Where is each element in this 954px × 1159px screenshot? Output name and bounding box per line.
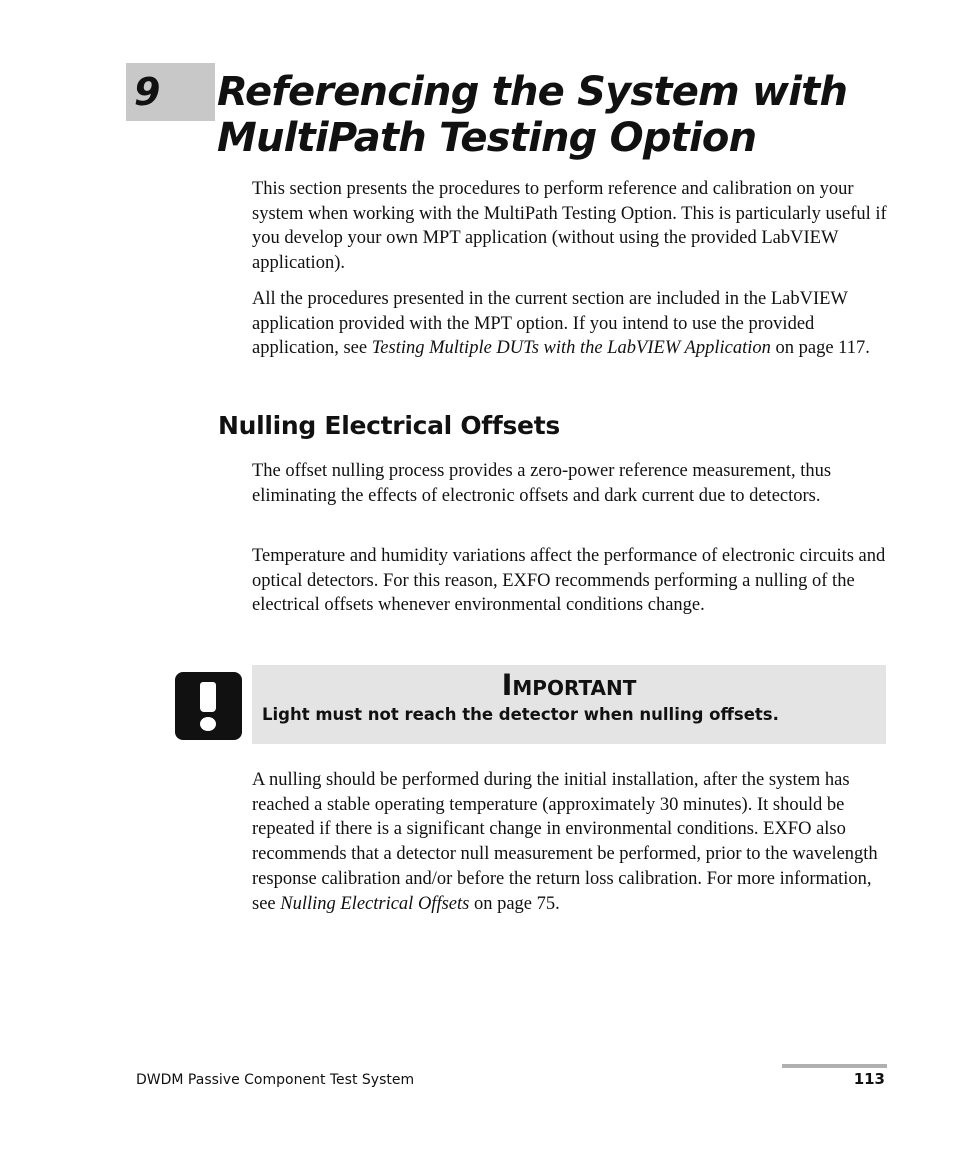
intro-paragraph-1: This section presents the procedures to perform reference and calibration on your system when working with the MultiPath Testing Option. This is particularly useful if you develop your own MPT application (without using the provided LabVIEW application). — [252, 179, 887, 274]
nulling-offsets-reference[interactable]: Nulling Electrical Offsets — [280, 893, 470, 914]
section-paragraph-3 — [252, 768, 892, 916]
footer-product-name: DWDM Passive Component Test System — [136, 1072, 415, 1088]
section-paragraph-2: Temperature and humidity variations affect the performance of electronic circuits and optical detectors. For this reason, EXFO recommends performing a nulling of the electrical offsets whenever environmental conditions change. — [252, 546, 886, 616]
intro-paragraph-2 — [252, 287, 892, 361]
section-paragraph-1: The offset nulling process provides a zero-power reference measurement, thus eliminating the effects of electronic offsets and dark current due to detectors. — [252, 461, 832, 506]
important-text: Light must not reach the detector when nulling offsets. — [262, 705, 779, 724]
important-notice — [252, 665, 886, 744]
section-heading: Nulling Electrical Offsets — [218, 411, 560, 440]
important-title: Important — [501, 668, 637, 702]
important-icon — [175, 672, 242, 740]
section-paragraph-3-page-ref: on page 75. — [469, 893, 560, 914]
chapter-title: Referencing the System with MultiPath Testing Option — [217, 69, 848, 161]
footer-rule — [782, 1064, 887, 1068]
intro-paragraph-2-page-ref: on page 117. — [770, 338, 870, 359]
labview-application-reference[interactable]: Testing Multiple DUTs with the LabVIEW Application — [371, 338, 771, 359]
chapter-number: 9 — [134, 70, 161, 114]
exclamation-bar — [200, 682, 216, 712]
exclamation-dot — [200, 717, 216, 731]
intro-paragraph-2-text: All the procedures presented in the current section are included in the LabVIEW application provided with the MPT option. If you intend to use the provided application, see — [252, 289, 848, 359]
section-paragraph-3-text: A nulling should be performed during the initial installation, after the system has reached a stable operating temperature (approximately 30 minutes). It should be repeated if there is a significant change in environmental conditions. EXFO also recommends that a detector null measurement be performed, prior to the wavelength response calibration and/or before the return loss calibration. For more information, see — [252, 770, 878, 914]
page-number: 113 — [853, 1070, 885, 1088]
